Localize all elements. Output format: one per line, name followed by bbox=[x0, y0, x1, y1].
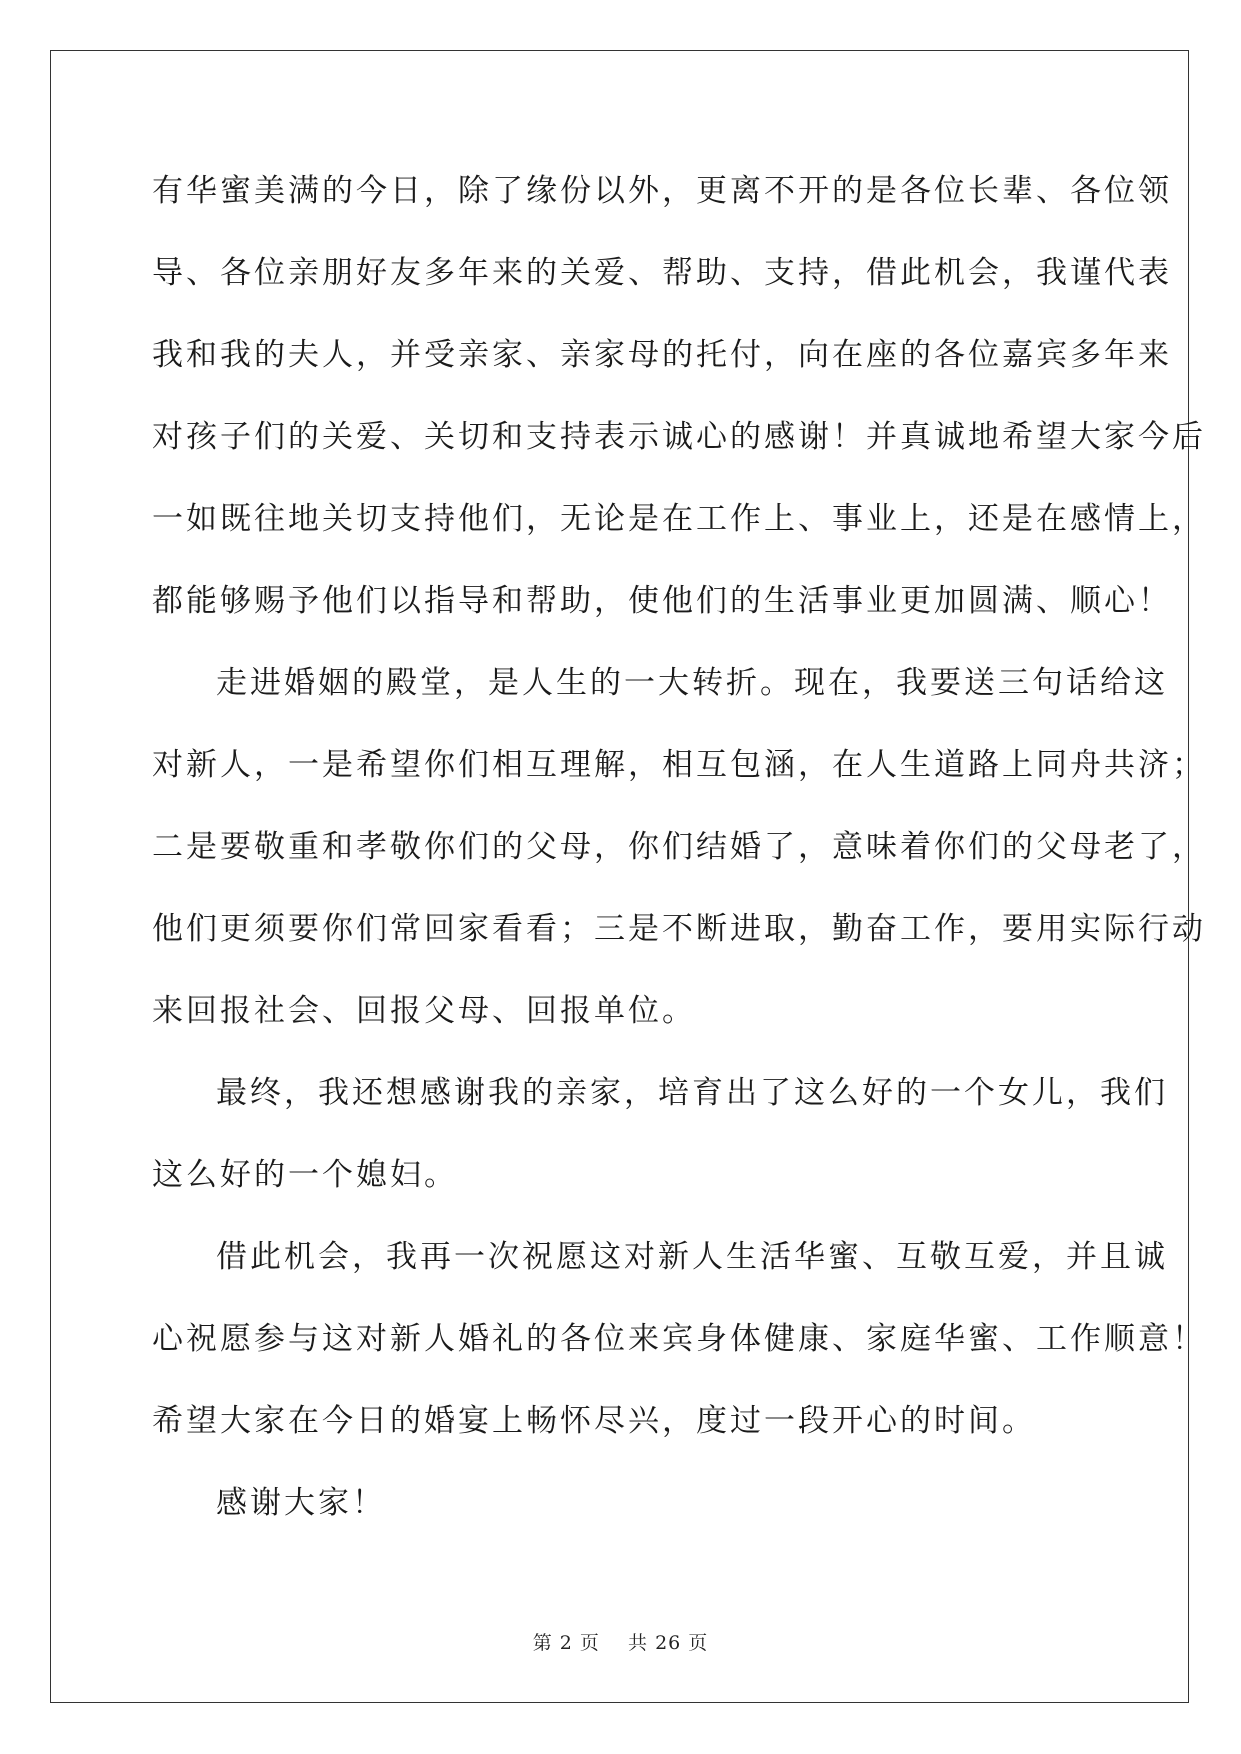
text-line: 来回报社会、回报父母、回报单位。 bbox=[152, 993, 696, 1029]
text-line: 希望大家在今日的婚宴上畅怀尽兴，度过一段开心的时间。 bbox=[152, 1403, 1036, 1439]
page-number: 第 2 页 bbox=[532, 1632, 600, 1654]
text-line: 对新人，一是希望你们相互理解，相互包涵，在人生道路上同舟共济； bbox=[152, 747, 1206, 783]
text-line: 二是要敬重和孝敬你们的父母，你们结婚了，意味着你们的父母老了， bbox=[152, 829, 1206, 865]
text-line: 有华蜜美满的今日，除了缘份以外，更离不开的是各位长辈、各位领 bbox=[152, 173, 1172, 209]
paragraph-start-line: 借此机会，我再一次祝愿这对新人生活华蜜、互敬互爱，并且诚 bbox=[216, 1239, 1168, 1275]
text-line: 我和我的夫人，并受亲家、亲家母的托付，向在座的各位嘉宾多年来 bbox=[152, 337, 1172, 373]
text-line: 对孩子们的关爱、关切和支持表示诚心的感谢！并真诚地希望大家今后 bbox=[152, 419, 1206, 455]
paragraph-start-line: 走进婚姻的殿堂，是人生的一大转折。现在，我要送三句话给这 bbox=[216, 665, 1168, 701]
text-line: 这么好的一个媳妇。 bbox=[152, 1157, 458, 1193]
document-body bbox=[152, 160, 1206, 1554]
page-footer bbox=[0, 1628, 1241, 1655]
paragraph-start-line: 感谢大家！ bbox=[216, 1485, 386, 1521]
text-line: 导、各位亲朋好友多年来的关爱、帮助、支持，借此机会，我谨代表 bbox=[152, 255, 1172, 291]
text-line: 都能够赐予他们以指导和帮助，使他们的生活事业更加圆满、顺心！ bbox=[152, 583, 1172, 619]
total-pages: 共 26 页 bbox=[628, 1632, 709, 1654]
paragraph-start-line: 最终，我还想感谢我的亲家，培育出了这么好的一个女儿，我们 bbox=[216, 1075, 1168, 1111]
text-line: 心祝愿参与这对新人婚礼的各位来宾身体健康、家庭华蜜、工作顺意！ bbox=[152, 1321, 1206, 1357]
text-line: 一如既往地关切支持他们，无论是在工作上、事业上，还是在感情上， bbox=[152, 501, 1206, 537]
text-line: 他们更须要你们常回家看看；三是不断进取，勤奋工作，要用实际行动 bbox=[152, 911, 1206, 947]
